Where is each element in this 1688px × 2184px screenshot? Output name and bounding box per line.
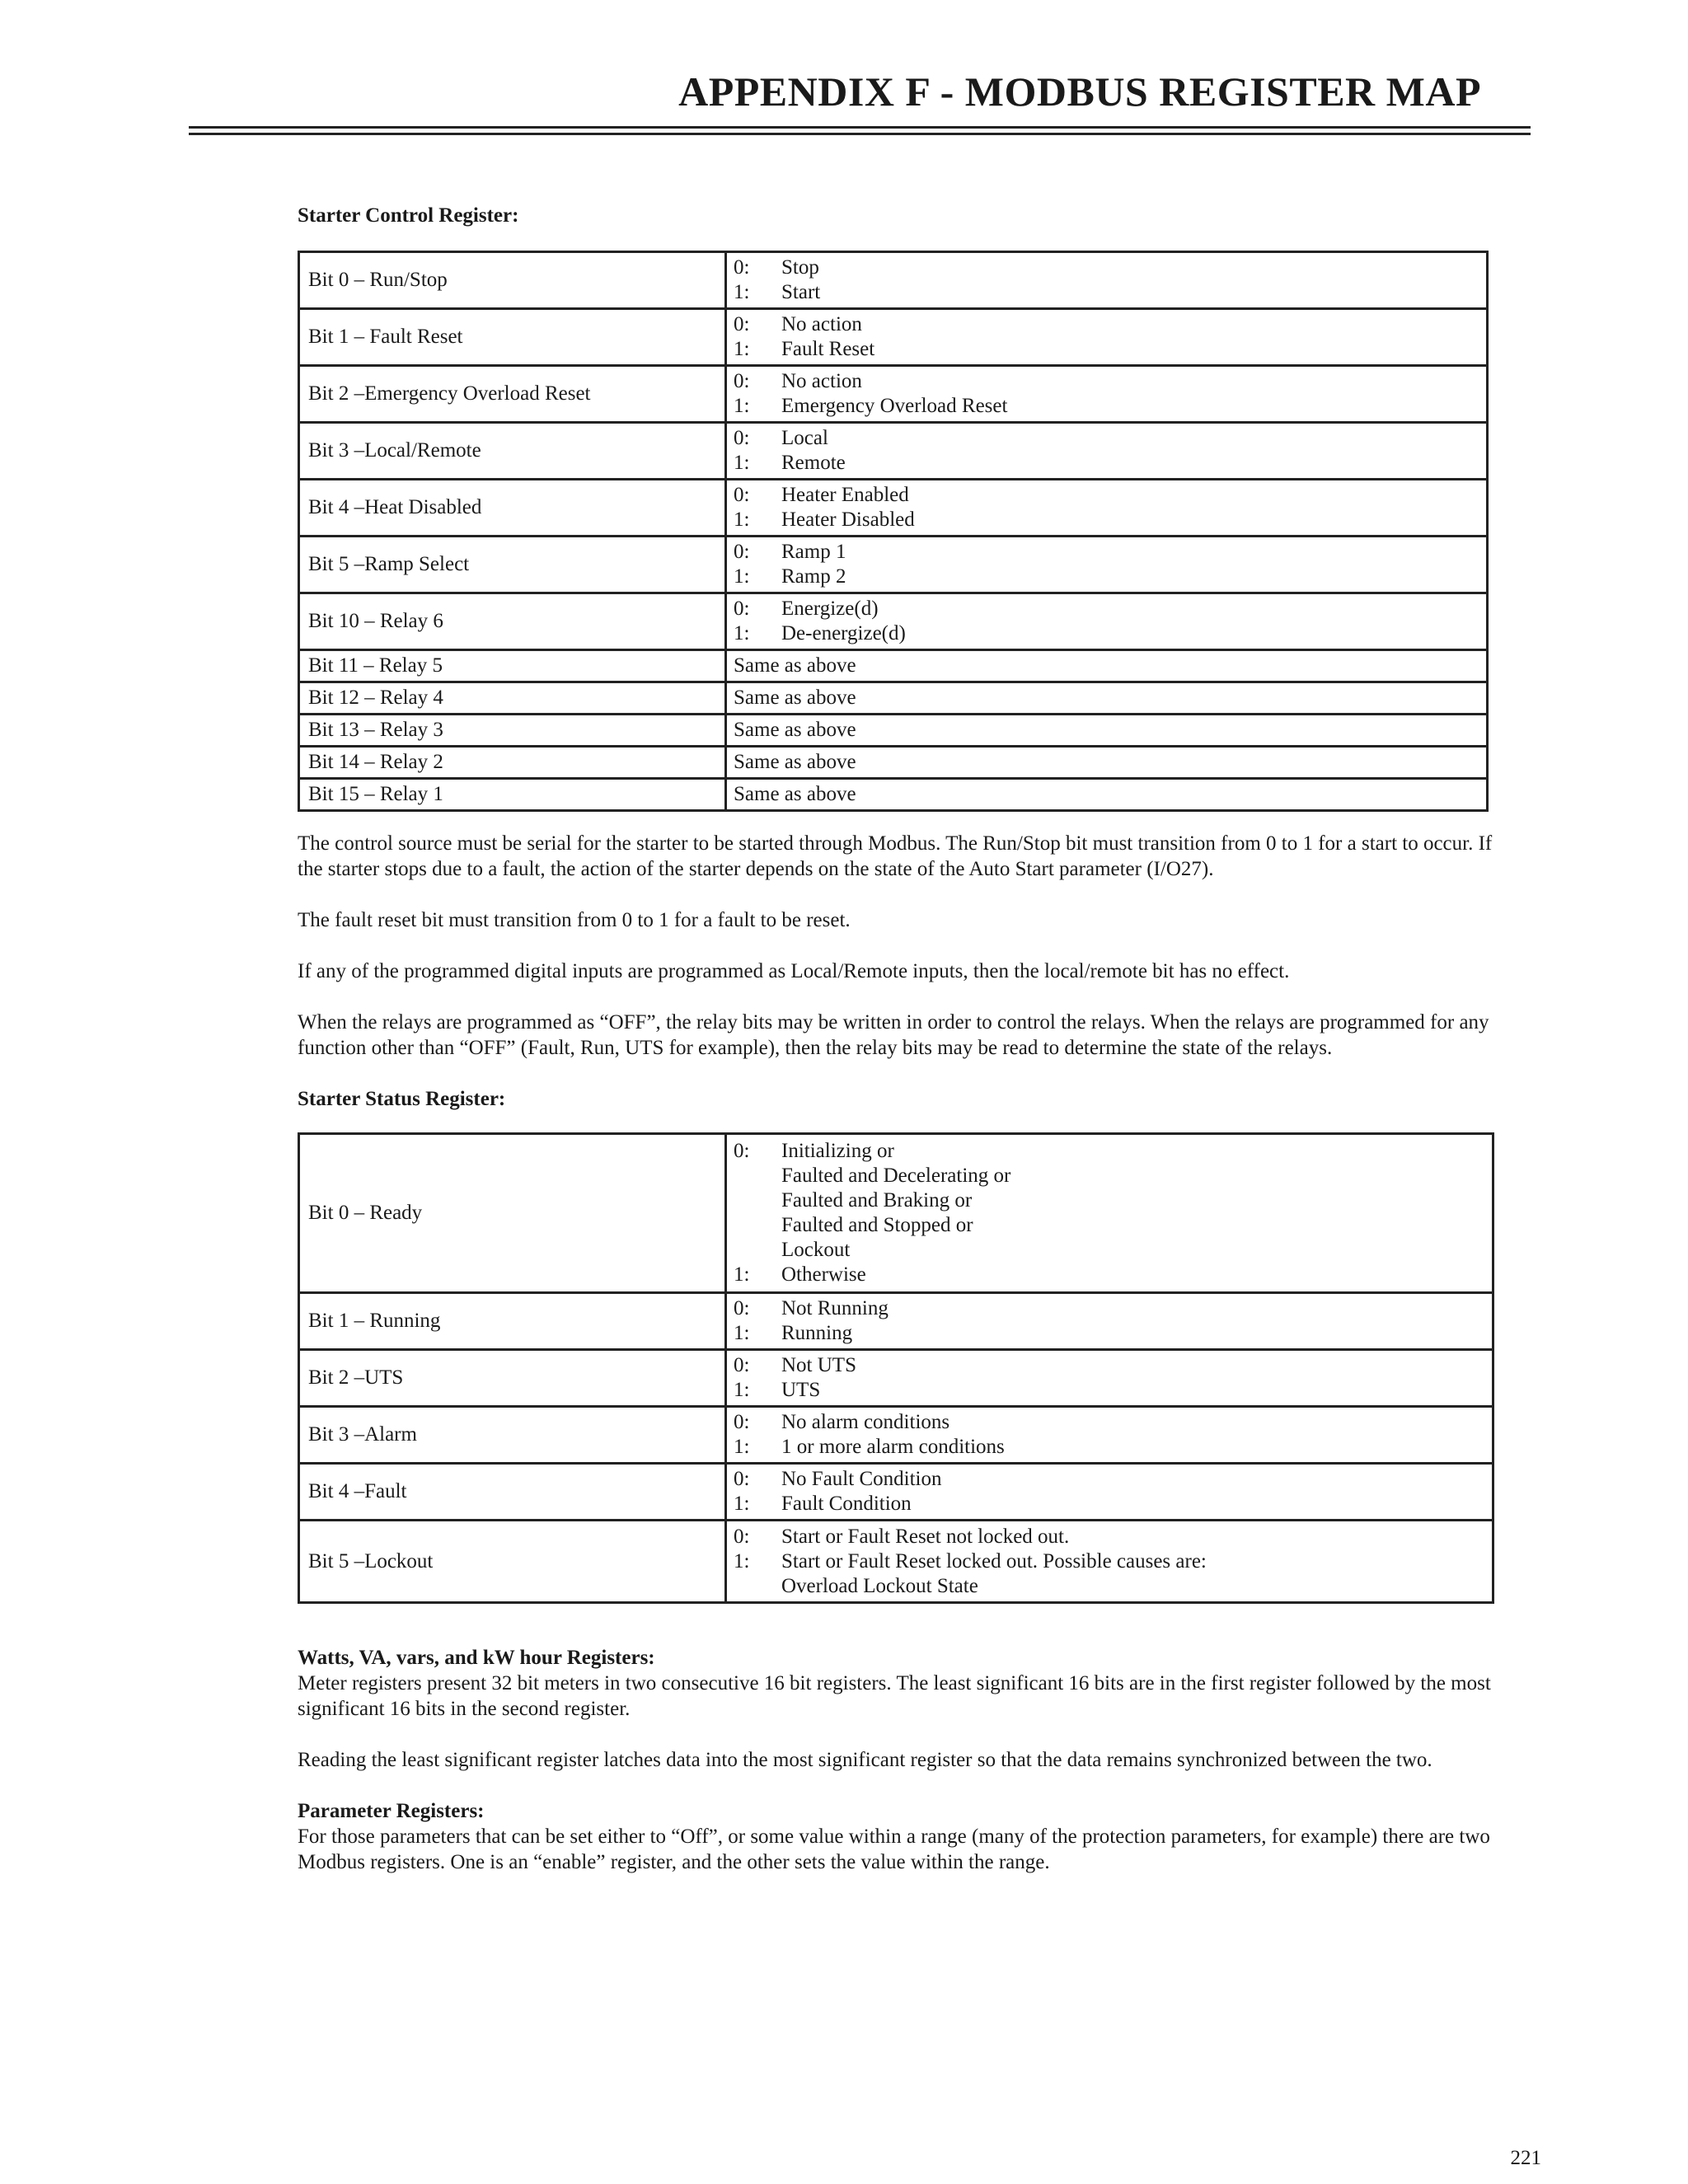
- value-text: No Fault Condition: [781, 1468, 942, 1490]
- value-line: [734, 1263, 1485, 1287]
- bit-values: [726, 423, 1488, 480]
- value-code: 0:: [734, 1411, 750, 1433]
- value-line: [734, 1353, 1485, 1378]
- value-text: Ramp 1: [781, 541, 846, 563]
- value-text: No action: [781, 370, 862, 392]
- value-text: Same as above: [734, 719, 856, 741]
- starter-control-table: [298, 251, 1489, 812]
- value-text: Heater Disabled: [781, 509, 915, 531]
- value-code: [734, 1213, 781, 1238]
- value-line: [734, 1164, 1485, 1188]
- value-line: [734, 394, 1479, 419]
- watts-paragraph-meter: Meter registers present 32 bit meters in two consecutive 16 bit registers. The least significant 16 bits are in the first register followed by the most significant 16 bits in the second register.: [298, 1672, 1491, 1720]
- value-text: De-energize(d): [781, 622, 906, 644]
- register-row: [299, 309, 1488, 366]
- bit-values: [726, 366, 1488, 423]
- page-title: APPENDIX F - MODBUS REGISTER MAP: [678, 68, 1481, 115]
- value-code: 0:: [734, 1525, 750, 1548]
- value-line: [734, 451, 1479, 476]
- register-row: [299, 1464, 1493, 1521]
- value-text: No action: [781, 313, 862, 335]
- value-code: 0:: [734, 1297, 750, 1319]
- value-line: [734, 280, 1479, 305]
- bit-values: [726, 682, 1488, 715]
- value-line: [734, 312, 1479, 337]
- value-line: [734, 1410, 1485, 1435]
- value-line: [734, 1549, 1485, 1574]
- control-paragraph-fault-reset: The fault reset bit must transition from 0 to 1 for a fault to be reset.: [298, 909, 851, 931]
- value-line: [734, 1574, 1485, 1599]
- watts-heading: Watts, VA, vars, and kW hour Registers:: [298, 1647, 655, 1669]
- value-code: 0:: [734, 598, 750, 620]
- bit-values: [726, 1407, 1493, 1464]
- value-text: Same as above: [734, 687, 856, 709]
- value-text: Local: [781, 427, 828, 449]
- value-code: 1:: [734, 1493, 750, 1515]
- value-text: Same as above: [734, 654, 856, 677]
- value-code: [734, 1164, 781, 1188]
- page-content: [298, 203, 1512, 1875]
- value-line: [734, 1296, 1485, 1321]
- register-row: [299, 423, 1488, 480]
- register-row: [299, 1350, 1493, 1407]
- bit-values: [726, 1293, 1493, 1350]
- starter-status-table: [298, 1132, 1494, 1604]
- value-text: Start or Fault Reset locked out. Possible causes are:: [781, 1549, 1207, 1572]
- value-line: [734, 426, 1479, 451]
- control-paragraph-source: The control source must be serial for the starter to be started through Modbus. The Run/Stop bit must transition from 0 to 1 for a start to occur. If the starter stops due to a fault, the action of the starter depends on the state of the Auto Start parameter (I/O27).: [298, 832, 1493, 880]
- value-text: UTS: [781, 1379, 821, 1401]
- value-code: 0:: [734, 370, 750, 392]
- bit-label: Bit 4 –Heat Disabled: [299, 480, 726, 537]
- value-code: 0:: [734, 1354, 750, 1376]
- bit-label: Bit 4 –Fault: [299, 1464, 726, 1521]
- bit-values: [726, 715, 1488, 747]
- register-row: [299, 1293, 1493, 1350]
- bit-values: [726, 593, 1488, 650]
- parameter-heading: Parameter Registers:: [298, 1800, 485, 1822]
- value-line: [734, 597, 1479, 621]
- bit-label: Bit 15 – Relay 1: [299, 779, 726, 811]
- value-code: 1:: [734, 509, 750, 531]
- control-paragraph-relays: When the relays are programmed as “OFF”, the relay bits may be written in order to control the relays. When the relays are programmed for any function other than “OFF” (Fault, Run, UTS for example), then the relay bits may be read to determine the state of the relays.: [298, 1011, 1489, 1059]
- value-line: [734, 565, 1479, 589]
- value-code: 1:: [734, 622, 750, 644]
- register-row: [299, 1521, 1493, 1603]
- register-row: [299, 747, 1488, 779]
- value-text: Start: [781, 281, 821, 303]
- bit-values: [726, 1464, 1493, 1521]
- value-text: Same as above: [734, 783, 856, 805]
- bit-values: [726, 537, 1488, 593]
- value-code: 0:: [734, 1140, 750, 1162]
- value-code: 1:: [734, 1263, 750, 1286]
- value-text: No alarm conditions: [781, 1411, 950, 1433]
- value-line: [734, 255, 1479, 280]
- value-text: Same as above: [734, 751, 856, 773]
- bit-label: Bit 14 – Relay 2: [299, 747, 726, 779]
- value-line: [734, 1238, 1485, 1263]
- value-line: [734, 1213, 1485, 1238]
- value-text: Not Running: [781, 1297, 889, 1319]
- bit-values: [726, 1521, 1493, 1603]
- value-line: [734, 369, 1479, 394]
- value-line: [734, 1492, 1485, 1516]
- value-line: [734, 540, 1479, 565]
- register-row: [299, 593, 1488, 650]
- header-rule-bottom: [189, 133, 1531, 135]
- register-row: [299, 650, 1488, 682]
- value-code: 0:: [734, 541, 750, 563]
- bit-values: [726, 309, 1488, 366]
- bit-label: Bit 3 –Local/Remote: [299, 423, 726, 480]
- value-code: 1:: [734, 452, 750, 474]
- value-text: Fault Condition: [781, 1493, 912, 1515]
- value-text: Faulted and Stopped or: [781, 1214, 973, 1236]
- value-text: Heater Enabled: [781, 484, 909, 506]
- value-line: [734, 1321, 1485, 1346]
- parameter-paragraph: For those parameters that can be set either to “Off”, or some value within a range (many of the protection parameters, for example) there are two Modbus registers. One is an “enable” register, and the other sets the value within the range.: [298, 1825, 1490, 1873]
- register-row: [299, 252, 1488, 309]
- bit-label: Bit 1 – Fault Reset: [299, 309, 726, 366]
- bit-label: Bit 12 – Relay 4: [299, 682, 726, 715]
- value-line: [734, 337, 1479, 362]
- value-text: Ramp 2: [781, 565, 846, 588]
- bit-label: Bit 3 –Alarm: [299, 1407, 726, 1464]
- value-line: [734, 621, 1479, 646]
- bit-label: Bit 0 – Ready: [299, 1134, 726, 1293]
- bit-values: [726, 1134, 1493, 1293]
- value-text: Running: [781, 1322, 853, 1344]
- bit-values: [726, 252, 1488, 309]
- value-line: [734, 1188, 1485, 1213]
- value-code: 1:: [734, 1322, 750, 1344]
- watts-paragraph-latch: Reading the least significant register latches data into the most significant register so that the data remains synchronized between the two.: [298, 1749, 1432, 1771]
- value-line: [734, 1435, 1485, 1460]
- value-code: 0:: [734, 256, 750, 279]
- bit-values: [726, 779, 1488, 811]
- bit-label: Bit 10 – Relay 6: [299, 593, 726, 650]
- register-row: [299, 682, 1488, 715]
- bit-label: Bit 2 –Emergency Overload Reset: [299, 366, 726, 423]
- value-line: [734, 1467, 1485, 1492]
- value-code: 0:: [734, 427, 750, 449]
- bit-values: [726, 747, 1488, 779]
- control-paragraph-local-remote: If any of the programmed digital inputs are programmed as Local/Remote inputs, then the local/remote bit has no effect.: [298, 960, 1290, 982]
- bit-label: Bit 5 –Ramp Select: [299, 537, 726, 593]
- bit-label: Bit 13 – Relay 3: [299, 715, 726, 747]
- value-line: [734, 483, 1479, 508]
- value-text: Stop: [781, 256, 819, 279]
- register-row: [299, 1407, 1493, 1464]
- value-text: Fault Reset: [781, 338, 875, 360]
- value-text: Energize(d): [781, 598, 879, 620]
- value-code: [734, 1188, 781, 1213]
- bit-label: Bit 1 – Running: [299, 1293, 726, 1350]
- value-text: Overload Lockout State: [781, 1574, 978, 1597]
- value-text: Not UTS: [781, 1354, 856, 1376]
- value-code: 0:: [734, 1468, 750, 1490]
- value-code: 1:: [734, 1436, 750, 1458]
- value-code: 1:: [734, 1379, 750, 1401]
- starter-control-heading: Starter Control Register:: [298, 204, 519, 227]
- value-text: Emergency Overload Reset: [781, 395, 1008, 417]
- bit-label: Bit 11 – Relay 5: [299, 650, 726, 682]
- starter-status-heading: Starter Status Register:: [298, 1088, 506, 1110]
- bit-label: Bit 2 –UTS: [299, 1350, 726, 1407]
- value-text: Initializing or: [781, 1140, 894, 1162]
- bit-values: [726, 1350, 1493, 1407]
- page-number: 221: [1510, 2147, 1541, 2169]
- value-text: Faulted and Decelerating or: [781, 1165, 1011, 1187]
- register-row: [299, 480, 1488, 537]
- value-line: [734, 1525, 1485, 1549]
- value-text: Remote: [781, 452, 846, 474]
- register-row: [299, 779, 1488, 811]
- value-line: [734, 508, 1479, 532]
- bit-label: Bit 0 – Run/Stop: [299, 252, 726, 309]
- bit-values: [726, 650, 1488, 682]
- value-text: Start or Fault Reset not locked out.: [781, 1525, 1070, 1548]
- value-code: 1:: [734, 338, 750, 360]
- value-text: 1 or more alarm conditions: [781, 1436, 1005, 1458]
- value-text: Otherwise: [781, 1263, 866, 1286]
- bit-label: Bit 5 –Lockout: [299, 1521, 726, 1603]
- value-line: [734, 1378, 1485, 1403]
- register-row: [299, 1134, 1493, 1293]
- value-code: 1:: [734, 1549, 750, 1572]
- value-code: [734, 1574, 781, 1599]
- value-code: [734, 1238, 781, 1263]
- value-text: Lockout: [781, 1239, 851, 1261]
- header-rule-top: [189, 126, 1531, 129]
- value-code: 0:: [734, 484, 750, 506]
- value-code: 1:: [734, 395, 750, 417]
- bit-values: [726, 480, 1488, 537]
- value-text: Faulted and Braking or: [781, 1189, 973, 1212]
- register-row: [299, 366, 1488, 423]
- value-code: 1:: [734, 281, 750, 303]
- value-line: [734, 1139, 1485, 1164]
- register-row: [299, 715, 1488, 747]
- value-code: 0:: [734, 313, 750, 335]
- value-code: 1:: [734, 565, 750, 588]
- register-row: [299, 537, 1488, 593]
